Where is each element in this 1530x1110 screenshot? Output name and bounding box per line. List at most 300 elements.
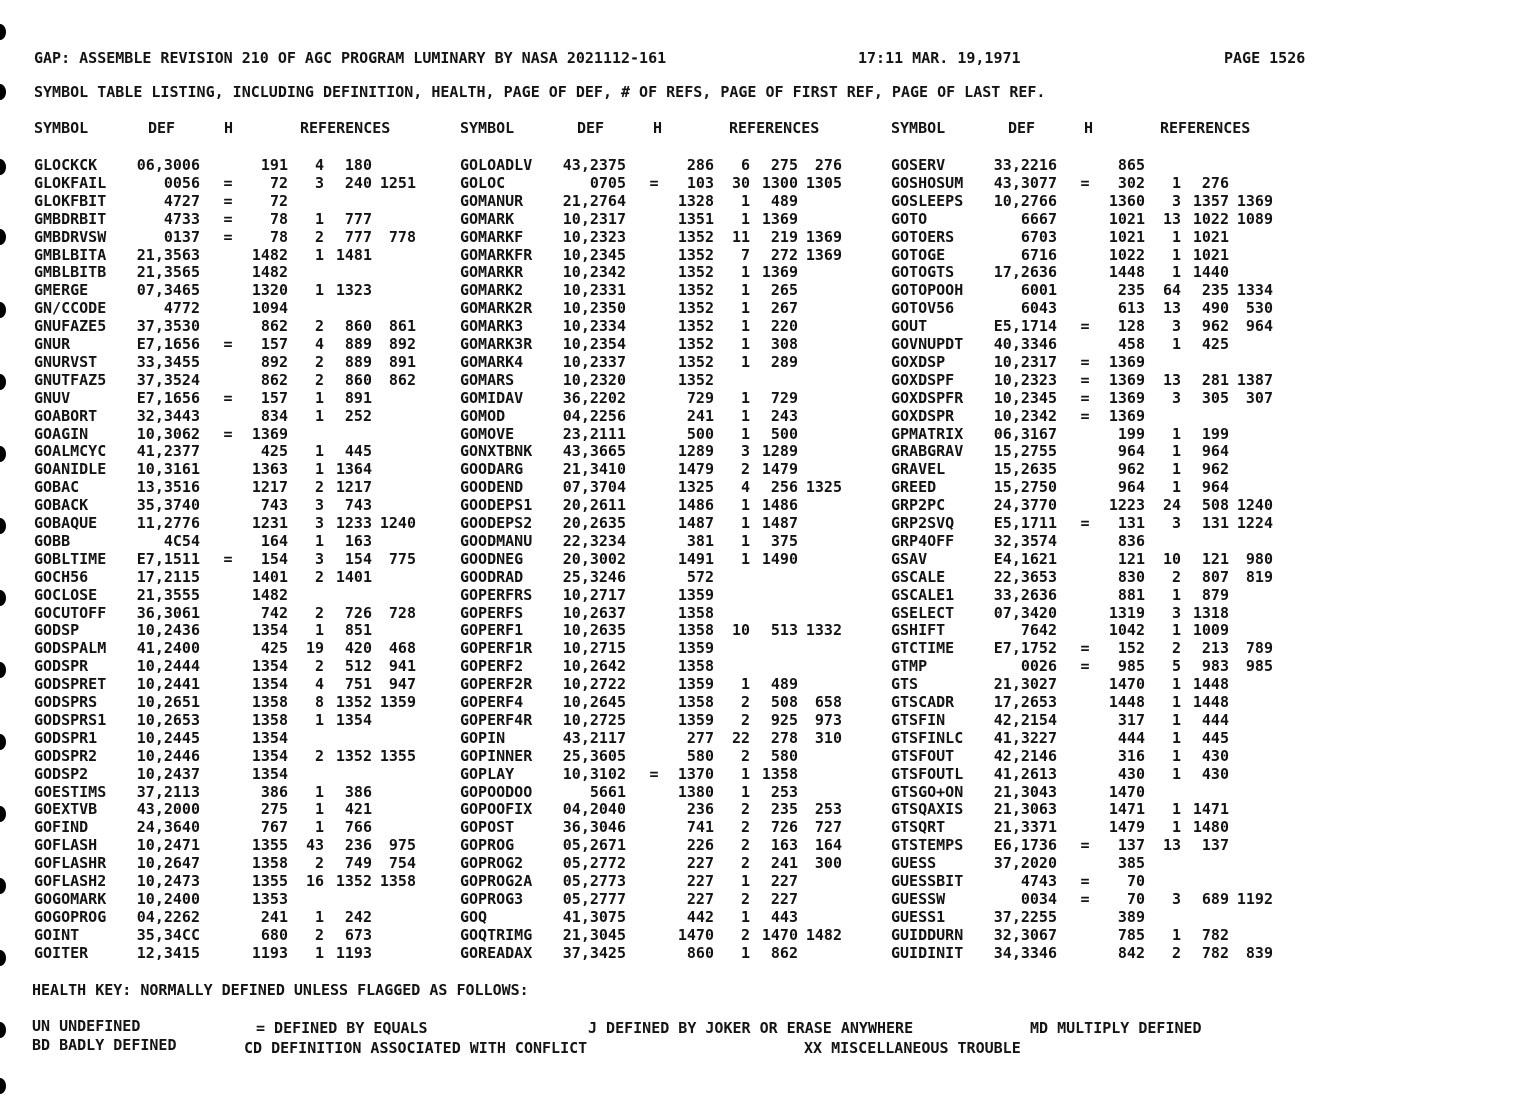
def-page: 572 [686,567,714,586]
def-value: 21,3027 [993,675,1057,694]
last-ref-page: 728 [388,603,416,622]
table-row [0,460,1530,478]
def-page: 444 [1117,728,1145,747]
def-value: 24,3770 [993,496,1057,515]
symbol-name: GSELECT [891,603,955,622]
ref-count: 2 [1171,639,1181,658]
symbol-label: SYMBOL [891,119,946,137]
def-page: 1486 [677,496,714,515]
symbol-name: GOBAC [34,478,80,497]
health-flag: = [223,227,233,246]
symbol-name: GRP4OFF [891,531,955,550]
symbol-name: GOMOD [460,406,506,425]
def-page: 1448 [1108,263,1145,282]
ref-count: 1 [314,907,324,926]
def-page: 1369 [1108,352,1145,371]
first-ref-page: 1470 [761,925,798,944]
health-key-equals: = DEFINED BY EQUALS [256,1019,428,1037]
def-value: 10,2645 [562,693,626,711]
symbol-name: GOPROG2 [460,854,524,873]
table-row [0,586,1530,604]
first-ref-page: 860 [344,317,372,336]
def-page: 892 [260,352,288,371]
def-value: 10,2320 [562,370,626,389]
ref-count: 1 [1171,478,1181,497]
def-value: 22,3653 [993,567,1057,586]
symbol-name: GOGOMARK [34,889,107,908]
symbol-name: GOODEPS1 [460,496,533,515]
first-ref-page: 420 [344,639,372,658]
def-value: 6001 [1020,281,1057,300]
symbol-name: GOBAQUE [34,514,98,532]
first-ref-page: 1369 [761,209,798,228]
def-value: 43,3665 [562,442,626,461]
first-ref-page: 430 [1201,764,1229,783]
def-value: 4C54 [163,531,200,550]
def-page: 316 [1117,746,1145,765]
symbol-name: GRAVEL [891,460,946,479]
def-value: 0034 [1020,889,1057,908]
first-ref-page: 964 [1201,478,1229,497]
last-ref-page: 310 [814,728,842,747]
first-ref-page: 860 [344,370,372,389]
first-ref-page: 1471 [1192,800,1229,819]
def-value: E6,1736 [993,836,1057,855]
first-ref-page: 1021 [1192,227,1229,246]
ref-count: 1 [740,782,750,801]
last-ref-page: 861 [388,317,416,336]
symbol-name: GMBLBITA [34,245,107,264]
symbol-name: GOCLOSE [34,585,98,604]
def-page: 1354 [251,657,288,676]
symbol-name: GOPROG2A [460,872,533,890]
symbol-name: GOMARKFR [460,245,533,264]
first-ref-page: 163 [344,531,372,550]
def-page: 1482 [251,585,288,604]
table-row [0,711,1530,729]
symbol-name: GLOCKCK [34,156,98,174]
first-ref-page: 121 [1201,549,1229,568]
table-row [0,908,1530,926]
ref-count: 1 [1171,710,1181,729]
symbol-name: GLOKFAIL [34,173,107,192]
symbol-name: GMBDRBIT [34,209,107,228]
ref-count: 2 [740,854,750,873]
symbol-name: GTS [891,675,919,694]
ref-count: 8 [314,693,324,711]
first-ref-page: 213 [1201,639,1229,658]
last-ref-page: 964 [1245,317,1273,336]
def-value: 33,2216 [993,156,1057,174]
def-page: 1358 [677,693,714,711]
def-page: 277 [686,728,714,747]
def-page: 381 [686,531,714,550]
last-ref-page: 892 [388,335,416,353]
symbol-name: GREED [891,478,937,497]
column-header-1 [0,119,1530,137]
symbol-name: GOMOVE [460,424,515,443]
symbol-name: GTMP [891,657,928,676]
def-value: 10,2400 [136,889,200,908]
first-ref-page: 862 [770,943,798,962]
first-ref-page: 227 [770,889,798,908]
def-value: E5,1711 [993,514,1057,532]
ref-count: 3 [1171,191,1181,210]
symbol-name: GOGOPROG [34,907,107,926]
def-page: 1325 [677,478,714,497]
table-row [0,532,1530,550]
first-ref-page: 513 [770,621,798,640]
def-page: 235 [1117,281,1145,300]
symbol-name: GONXTBNK [460,442,533,461]
symbol-name: GOPERF4 [460,693,524,711]
def-value: E7,1656 [136,335,200,353]
def-page: 1354 [251,675,288,694]
last-ref-page: 1305 [805,173,842,192]
first-ref-page: 276 [1201,173,1229,192]
first-ref-page: 766 [344,818,372,837]
ref-count: 3 [1171,514,1181,532]
def-value: 6043 [1020,299,1057,318]
symbol-name: GOAGIN [34,424,89,443]
first-ref-page: 489 [770,675,798,694]
symbol-name: GOPINNER [460,746,533,765]
page-number: PAGE 1526 [1224,49,1306,67]
symbol-name: GODSPR [34,657,89,676]
ref-count: 1 [740,317,750,336]
symbol-name: GN/CCODE [34,299,107,318]
first-ref-page: 1217 [335,478,372,497]
ref-count: 3 [314,496,324,515]
ref-count: 1 [314,406,324,425]
symbol-name: GOMARK4 [460,352,524,371]
table-row [0,783,1530,801]
def-value: 20,2635 [562,514,626,532]
def-page: 1352 [677,263,714,282]
health-flag: = [1080,657,1090,676]
first-ref-page: 726 [344,603,372,622]
def-page: 1358 [251,693,288,711]
def-value: 12,3415 [136,943,200,962]
symbol-name: GODSPRS [34,693,98,711]
ref-count: 1 [740,872,750,890]
last-ref-page: 276 [814,156,842,174]
ref-count: 2 [740,693,750,711]
table-row [0,872,1530,890]
ref-count: 3 [314,549,324,568]
first-ref-page: 430 [1201,746,1229,765]
def-value: 10,2342 [993,406,1057,425]
symbol-name: GODSPR1 [34,728,98,747]
table-row [0,854,1530,872]
table-row [0,890,1530,908]
def-value: 41,2400 [136,639,200,658]
def-value: 10,2642 [562,657,626,676]
symbol-name: GSCALE [891,567,946,586]
table-row [0,621,1530,639]
first-ref-page: 851 [344,621,372,640]
ref-count: 1 [1171,442,1181,461]
def-page: 302 [1117,173,1145,192]
def-page: 1353 [251,889,288,908]
ref-count: 3 [1171,603,1181,622]
def-value: 10,2323 [993,370,1057,389]
last-ref-page: 164 [814,836,842,855]
last-ref-page: 1325 [805,478,842,497]
def-label: DEF [1008,119,1036,137]
health-flag: = [223,549,233,568]
def-value: 41,3075 [562,907,626,926]
def-value: 10,2437 [136,764,200,783]
def-value: 10,3161 [136,460,200,479]
def-value: 10,2473 [136,872,200,890]
first-ref-page: 236 [344,836,372,855]
symbol-name: GSHIFT [891,621,946,640]
symbol-name: GTSQAXIS [891,800,964,819]
health-flag: = [1080,352,1090,371]
def-value: 04,2262 [136,907,200,926]
def-value: 6667 [1020,209,1057,228]
symbol-name: GUIDINIT [891,943,964,962]
def-value: 4743 [1020,872,1057,890]
first-ref-page: 1486 [761,496,798,515]
last-ref-page: 1482 [805,925,842,944]
ref-count: 2 [740,710,750,729]
last-ref-page: 530 [1245,299,1273,318]
def-value: 15,2750 [993,478,1057,497]
symbol-name: GTSFOUTL [891,764,964,783]
def-value: 10,2445 [136,728,200,747]
def-value: 10,2471 [136,836,200,855]
def-value: 10,3102 [562,764,626,783]
first-ref-page: 508 [1201,496,1229,515]
def-value: 04,2040 [562,800,626,819]
def-page: 1479 [677,460,714,479]
def-page: 1359 [677,639,714,658]
table-row [0,425,1530,443]
first-ref-page: 154 [344,549,372,568]
table-row [0,693,1530,711]
first-ref-page: 782 [1201,943,1229,962]
ref-count: 11 [731,227,750,246]
first-ref-page: 278 [770,728,798,747]
def-page: 1352 [677,281,714,300]
symbol-name: GOFLASHR [34,854,107,873]
symbol-name: GODSP2 [34,764,89,783]
last-ref-page: 975 [388,836,416,855]
ref-count: 1 [740,549,750,568]
punch-hole [0,24,6,40]
ref-count: 1 [740,352,750,371]
ref-count: 2 [1171,567,1181,586]
first-ref-page: 199 [1201,424,1229,443]
def-value: 21,3410 [562,460,626,479]
first-ref-page: 305 [1201,388,1229,407]
first-ref-page: 1357 [1192,191,1229,210]
ref-count: 2 [1171,943,1181,962]
def-value: 10,2651 [136,693,200,711]
first-ref-page: 751 [344,675,372,694]
ref-count: 13 [1162,836,1181,855]
first-ref-page: 508 [770,693,798,711]
def-value: 10,2653 [136,710,200,729]
ref-count: 1 [314,209,324,228]
last-ref-page: 819 [1245,567,1273,586]
ref-count: 3 [1171,317,1181,336]
symbol-name: GOTOV56 [891,299,955,318]
symbol-name: GOANIDLE [34,460,107,479]
first-ref-page: 1022 [1192,209,1229,228]
symbol-name: GOLOADLV [460,156,533,174]
symbol-name: GOTOGE [891,245,946,264]
symbol-name: GOCUTOFF [34,603,107,622]
def-value: 21,3565 [136,263,200,282]
symbol-name: GOXDSP [891,352,946,371]
first-ref-page: 925 [770,710,798,729]
def-value: 10,2331 [562,281,626,300]
first-ref-page: 807 [1201,567,1229,586]
ref-count: 43 [305,836,324,855]
table-row [0,246,1530,264]
def-value: 21,3563 [136,245,200,264]
def-page: 389 [1117,907,1145,926]
last-ref-page: 985 [1245,657,1273,676]
first-ref-page: 729 [770,388,798,407]
def-value: 35,3740 [136,496,200,515]
first-ref-page: 1364 [335,460,372,479]
first-ref-page: 1490 [761,549,798,568]
ref-count: 16 [305,872,324,890]
def-value: 10,2441 [136,675,200,694]
def-value: 10,2717 [562,585,626,604]
symbol-label: SYMBOL [460,119,515,137]
symbol-name: GOPERF2R [460,675,533,694]
first-ref-page: 889 [344,352,372,371]
first-ref-page: 1369 [761,263,798,282]
def-page: 70 [1126,872,1145,890]
last-ref-page: 1192 [1236,889,1273,908]
first-ref-page: 962 [1201,317,1229,336]
ref-count: 1 [1171,585,1181,604]
table-row [0,944,1530,962]
def-page: 121 [1117,549,1145,568]
def-page: 78 [269,209,288,228]
def-page: 72 [269,173,288,192]
def-page: 1354 [251,746,288,765]
def-page: 1352 [677,227,714,246]
first-ref-page: 421 [344,800,372,819]
first-ref-page: 782 [1201,925,1229,944]
def-value: 15,2635 [993,460,1057,479]
def-value: 10,2317 [993,352,1057,371]
def-value: 10,2637 [562,603,626,622]
first-ref-page: 425 [1201,335,1229,353]
first-ref-page: 227 [770,872,798,890]
def-value: 06,3167 [993,424,1057,443]
def-value: 0137 [163,227,200,246]
first-ref-page: 879 [1201,585,1229,604]
health-label: H [1084,119,1094,137]
ref-count: 1 [740,406,750,425]
def-value: 05,2777 [562,889,626,908]
def-value: 21,3045 [562,925,626,944]
def-value: 10,2635 [562,621,626,640]
ref-count: 64 [1162,281,1181,300]
table-row [0,156,1530,174]
def-page: 1351 [677,209,714,228]
last-ref-page: 1369 [805,245,842,264]
def-value: 43,3077 [993,173,1057,192]
def-page: 862 [260,370,288,389]
symbol-name: GOMANUR [460,191,524,210]
def-page: 157 [260,388,288,407]
symbol-name: GOUT [891,317,928,336]
symbol-name: GPMATRIX [891,424,964,443]
symbol-name: GOPERFRS [460,585,533,604]
first-ref-page: 180 [344,156,372,174]
def-value: 05,2671 [562,836,626,855]
def-value: 20,3002 [562,549,626,568]
health-key-conflict: CD DEFINITION ASSOCIATED WITH CONFLICT [244,1039,588,1057]
def-page: 767 [260,818,288,837]
health-key-misc: XX MISCELLANEOUS TROUBLE [804,1039,1021,1057]
def-value: 10,2766 [993,191,1057,210]
def-page: 1487 [677,514,714,532]
def-page: 834 [260,406,288,425]
def-page: 580 [686,746,714,765]
first-ref-page: 1480 [1192,818,1229,837]
first-ref-page: 242 [344,907,372,926]
ref-count: 2 [314,603,324,622]
def-page: 1370 [677,764,714,783]
def-value: 42,2154 [993,710,1057,729]
ref-count: 22 [731,728,750,747]
first-ref-page: 1233 [335,514,372,532]
def-value: 21,3555 [136,585,200,604]
symbol-name: GLOKFBIT [34,191,107,210]
ref-count: 1 [740,191,750,210]
last-ref-page: 1240 [379,514,416,532]
symbol-name: GOPOODOO [460,782,533,801]
punch-hole [0,1022,6,1038]
symbol-name: GODSP [34,621,80,640]
symbol-name: GOBB [34,531,71,550]
def-page: 442 [686,907,714,926]
def-page: 191 [260,156,288,174]
symbol-name: GOBLTIME [34,549,107,568]
first-ref-page: 1289 [761,442,798,461]
last-ref-page: 1387 [1236,370,1273,389]
def-page: 157 [260,335,288,353]
def-page: 275 [260,800,288,819]
health-flag: = [1080,388,1090,407]
ref-count: 3 [1171,388,1181,407]
table-row [0,657,1530,675]
def-page: 1358 [251,710,288,729]
symbol-name: GOFLASH [34,836,98,855]
def-page: 785 [1117,925,1145,944]
symbol-name: GTSTEMPS [891,836,964,855]
first-ref-page: 500 [770,424,798,443]
table-row [0,478,1530,496]
ref-count: 4 [314,675,324,694]
symbol-name: GTSQRT [891,818,946,837]
ref-count: 30 [731,173,750,192]
last-ref-page: 300 [814,854,842,873]
ref-count: 1 [1171,227,1181,246]
first-ref-page: 891 [344,388,372,407]
ref-count: 1 [1171,818,1181,837]
